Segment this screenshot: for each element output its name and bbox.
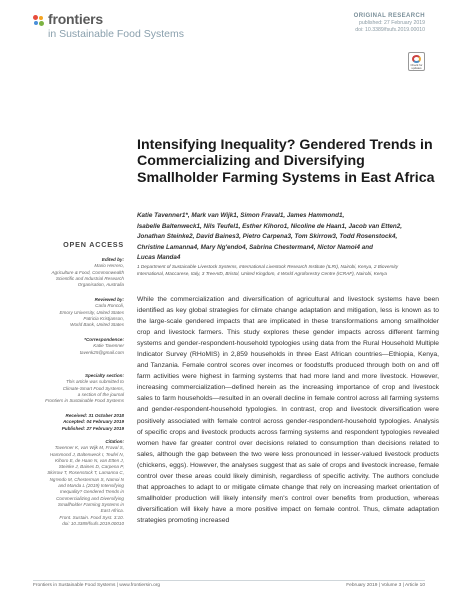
editor-affiliation: Agriculture & Food, Commonwealth xyxy=(51,269,124,275)
citation-line: Commercializing and Diversifying xyxy=(56,495,124,501)
author-line: Jonathan Steinke2, David Baines3, Pietro Carpena3, Tom Skirrow3, Todd Rosenstock4, xyxy=(137,233,398,241)
specialty-section-block xyxy=(30,373,124,404)
specialty-line: Frontiers in Sustainable Food Systems xyxy=(45,398,124,404)
check-for-updates-button[interactable] xyxy=(408,52,425,71)
correspondence-block xyxy=(30,337,124,356)
update-check-icon xyxy=(412,55,421,63)
published-date-sidebar: Published: 27 February 2019 xyxy=(61,425,124,431)
citation-line: Front. Sustain. Food Syst. 3:10. xyxy=(59,514,124,520)
article-title: Intensifying Inequality? Gendered Trends in Commercializing and Diversifying Smallholder Farming Systems in East Africa xyxy=(137,137,435,186)
specialty-line: a section of the journal xyxy=(77,391,124,397)
journal-logo[interactable] xyxy=(33,12,184,40)
reviewed-by-label: Reviewed by: xyxy=(94,297,124,302)
specialty-line: Climate-Smart Food Systems, xyxy=(62,385,124,391)
citation-line: Skirrow T, Rosenstock T, Lamanna C, xyxy=(47,470,124,476)
dates-block xyxy=(30,413,124,432)
specialty-line: This article was submitted to xyxy=(66,379,124,385)
published-date: published: 27 February 2019 xyxy=(358,20,425,26)
received-date: Received: 31 October 2018 xyxy=(65,413,124,418)
doi-link[interactable]: doi: 10.3389/fsufs.2019.00010 xyxy=(355,27,425,33)
affiliations xyxy=(137,264,437,277)
specialty-section-label: Specialty section: xyxy=(84,373,124,378)
author-line: Katie Tavenner1*, Mark van Wijk1, Simon Fraval1, James Hammond1, xyxy=(137,212,345,219)
reviewer-affiliation: Emory University, United States xyxy=(59,309,124,315)
reviewer-name[interactable]: Carla Roncoli, xyxy=(95,303,124,309)
accepted-date: Accepted: 04 February 2019 xyxy=(62,419,124,425)
citation-line: Smallholder Farming Systems in xyxy=(57,501,124,507)
edited-by-label: Edited by: xyxy=(101,257,124,262)
citation-line: Tavenner K, van Wijk M, Fraval S, xyxy=(54,445,124,451)
affiliation-line: International, Maccarese, Italy, 3 TreeAID, Bristol, United Kingdom, 4 World Agroforestry Centre (ICRAF), Nairobi, Kenya xyxy=(137,270,388,276)
citation-label: Citation: xyxy=(105,439,124,444)
footer-issue-text: February 2019 | Volume 3 | Article 10 xyxy=(346,583,425,588)
reviewer-name[interactable]: Patricia Kristjanson, xyxy=(83,315,124,321)
citation-line: Kihoro E, de Haan N, van Etten J, xyxy=(55,457,124,463)
footer-issue-info xyxy=(346,583,425,588)
citation-line: Inequality? Gendered Trends in xyxy=(59,489,124,495)
affiliation-line: 1 Department of Sustainable Livestock Systems, International Livestock Research Institute (ILRI), Nairobi, Kenya, 2 Bioversity xyxy=(137,264,399,269)
citation-line: East Africa. xyxy=(100,508,124,514)
citation-line: Ng'endo M, Chesterman S, Namoi N xyxy=(49,476,124,482)
abstract-text: While the commercialization and diversification of agricultural and livestock systems have been identified as key global strategies for climate change adaptation and mitigation, less is known as to the large-scale gendered impacts that are implicated in these transformations among smallholder crop and livestock farmers. This study explores these gender impacts across different farming systems and gender-respondent-household typologies using data from the Rural Household Multiple Indicator Survey (RHoMIS) in 2,859 households in three East African countries—Ethiopia, Kenya, and Tanzania. Female control scores over incomes or foodstuffs produced through both on and off farm activities were highest in farming systems that had more land and more livestock. However, increasing commercialization—defined herein as the increasing importance of crop and livestock sales to farm households—resulted in an overall decline in female control across all farming systems and gender-respondent-household typologies. In contrast, crop and livestock diversification were positively associated with female control across gender-respondent-household typologies. Analysis of specific crops and livestock products across farming systems and respondent typologies revealed women have far greater control over decisions related to consumption than decisions related to sales, although the gap between the two were less pronounced in lesser-valued livestock products (chickens, eggs). However, the analyses suggest that as sale of crops and livestock increase, female control over these areas could likely diminish, regardless of specific activity. The authors conclude that approaches to adapt to or mitigate climate change that rely on increasing market orientation of smallholder production will likely intensify men's control over benefits from production, whereas diversification will likely have a more positive impact on female control. Thus, climate adaptation strategies promoting increased xyxy=(137,296,439,524)
author-line: Lucas Manda4 xyxy=(137,254,181,262)
article-type: ORIGINAL RESEARCH xyxy=(353,13,425,19)
editor-affiliation: Organisation, Australia xyxy=(77,282,124,288)
article-meta-header xyxy=(354,12,425,34)
reviewed-by-block xyxy=(30,297,124,328)
footer-journal-link[interactable]: Frontiers in Sustainable Food Systems | www.frontiersin.org xyxy=(33,583,161,588)
correspondence-label: *Correspondence: xyxy=(84,337,124,342)
citation-line: Hammond J, Baltenweck I, Teufel N, xyxy=(49,451,124,457)
brand-name: frontiers xyxy=(48,11,103,27)
author-list xyxy=(137,211,437,264)
reviewer-affiliation: World Bank, United States xyxy=(70,322,124,328)
edited-by-block xyxy=(30,257,124,288)
citation-block xyxy=(30,439,124,527)
author-line: Christine Lamanna4, Mary Ng'endo4, Sabrina Chesterman4, Nictor Namoi4 and xyxy=(137,243,373,251)
open-access-label: OPEN ACCESS xyxy=(63,240,124,249)
editor-affiliation: Scientific and Industrial Research xyxy=(55,275,124,281)
check-updates-label: Check for updates xyxy=(410,63,423,70)
correspondence-email[interactable]: tavenk25@gmail.com xyxy=(79,349,124,355)
frontiers-logo-icon xyxy=(33,15,45,27)
citation-line: and Manda L (2019) Intensifying xyxy=(58,483,124,489)
correspondence-name: Katie Tavenner xyxy=(93,343,124,349)
editor-name[interactable]: Mario Herrero, xyxy=(94,263,124,269)
footer-divider xyxy=(33,580,425,581)
citation-line: Steinke J, Baines D, Carpena P, xyxy=(58,464,124,470)
citation-doi[interactable]: doi: 10.3389/fsufs.2019.00010 xyxy=(62,520,124,526)
journal-name: in Sustainable Food Systems xyxy=(48,28,184,40)
author-line: Isabelle Baltenweck1, Nils Teufel1, Esther Kihoro1, Nicoline de Haan1, Jacob van Etten2, xyxy=(137,222,403,230)
